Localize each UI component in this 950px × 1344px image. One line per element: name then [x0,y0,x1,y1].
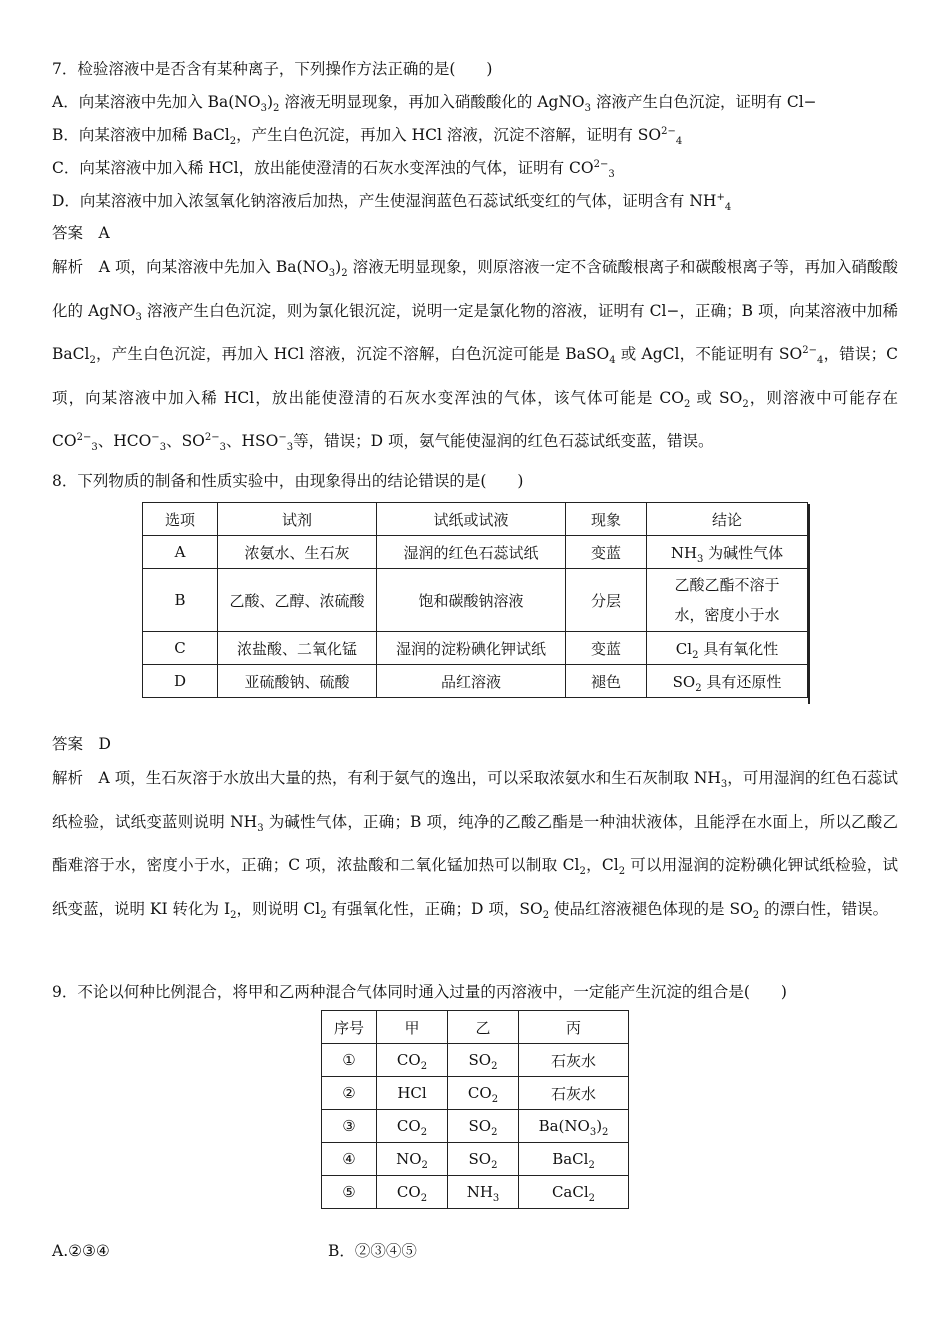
table-header-cell: 丙 [519,1011,629,1044]
table-cell: 石灰水 [519,1077,629,1110]
q7-option-c: C．向某溶液中加入稀 HCl，放出能使澄清的石灰水变浑浊的气体，证明有 $CO^{2-}_3$ [52,158,615,181]
table-cell: HCl [377,1077,448,1110]
table-row [143,632,808,665]
table-cell: CaCl$_2$ [519,1176,629,1209]
table-cell: ② [322,1077,377,1110]
q7-option-b: B．向某溶液中加稀 BaCl$_2$，产生白色沉淀，再加入 HCl 溶液，沉淀不溶解，证明有 $SO^{2-}_4$ [52,125,683,148]
table-cell: B [143,569,218,632]
table-shadow [808,504,810,704]
table-cell: 分层 [566,569,647,632]
table-cell: $NH_3$ [448,1176,519,1209]
table-cell: D [143,665,218,698]
table-cell: ④ [322,1143,377,1176]
table-cell: $NO_2$ [377,1143,448,1176]
table-cell: BaCl$_2$ [519,1143,629,1176]
table-cell: 湿润的红色石蕊试纸 [377,536,566,569]
table-cell: $SO_2$ 具有还原性 [647,665,808,698]
table-row [322,1176,629,1209]
table-row [322,1110,629,1143]
q8-stem: 8．下列物质的制备和性质实验中，由现象得出的结论错误的是( ) [52,472,524,490]
q8-answer: 答案 D [52,735,111,753]
table-cell: ⑤ [322,1176,377,1209]
q8-analysis: 解析 A 项，生石灰溶于水放出大量的热，有利于氨气的逸出，可以采取浓氨水和生石灰制取 $NH_3$，可用湿润的红色石蕊试纸检验，试纸变蓝则说明 $NH_3$ 为碱性气体，正确；B 项，纯净的乙酸乙酯是一种油状液体，且能浮在水面上，所以乙酸乙酯难溶于水，密度小于水，正确；C 项，浓盐酸和二氧化锰加热可以制取 $Cl_2$，$Cl_2$ 可以用湿润的淀粉碘化钾试纸检验，试纸变蓝，说明 KI 转化为 $I_2$，则说明 $Cl_2$ 有强氧化性，正确；D 项，$SO_2$ 使品红溶液褪色体现的是 $SO_2$ 的漂白性，错误。 [52,769,898,921]
table-header-row [143,503,808,536]
q7-analysis: 解析 A 项，向某溶液中先加入 $Ba(NO_3)_2$ 溶液无明显现象，则原溶液一定不含硫酸根离子和碳酸根离子等，再加入硝酸酸化的 AgNO$_3$ 溶液产生白色沉淀，则为氯化银沉淀，说明一定是氯化物的溶液，证明有 Cl−，正确；B 项，向某溶液中加稀 BaCl$_2$，产生白色沉淀，再加入 HCl 溶液，沉淀不溶解，白色沉淀可能是 BaSO$_4$ 或 AgCl，不能证明有 $SO^{2-}_4$，错误；C 项，向某溶液中加入稀 HCl，放出能使澄清的石灰水变浑浊的气体，该气体可能是 $CO_2$ 或 $SO_2$，则溶液中可能存在 $CO^{2-}_3$、$HCO^-_3$、$SO^{2-}_3$、$HSO^-_3$等，错误；D 项，氨气能使湿润的红色石蕊试纸变蓝，错误。 [52,258,898,454]
table-cell: C [143,632,218,665]
table-cell: ① [322,1044,377,1077]
table-header-cell: 试剂 [218,503,377,536]
table-row [143,665,808,698]
q7-answer: 答案 A [52,224,110,242]
table-header-cell: 选项 [143,503,218,536]
table-header-cell: 结论 [647,503,808,536]
table-header-cell: 序号 [322,1011,377,1044]
table-cell: A [143,536,218,569]
table-row [143,536,808,569]
q9-table [321,1010,629,1209]
q7-option-d: D．向某溶液中加入浓氢氧化钠溶液后加热，产生使湿润蓝色石蕊试纸变红的气体，证明含有 $NH^+_4$ [52,191,732,214]
q7-option-a: A．向某溶液中先加入 $Ba(NO_3)_2$ 溶液无明显现象，再加入硝酸酸化的 AgNO$_3$ 溶液产生白色沉淀，证明有 Cl− [52,93,817,115]
q7-stem: 7．检验溶液中是否含有某种离子，下列操作方法正确的是( ) [52,60,493,78]
q9-option-b: B．②③④⑤ [328,1242,417,1260]
table-row [322,1044,629,1077]
table-cell: $CO_2$ [448,1077,519,1110]
table-cell: 乙酸乙酯不溶于 水，密度小于水 [647,569,808,632]
table-cell: $SO_2$ [448,1044,519,1077]
table-row [322,1143,629,1176]
table-header-cell: 甲 [377,1011,448,1044]
table-cell: 湿润的淀粉碘化钾试纸 [377,632,566,665]
table-cell: $Ba(NO_3)_2$ [519,1110,629,1143]
table-cell: 亚硫酸钠、硫酸 [218,665,377,698]
table-header-cell: 乙 [448,1011,519,1044]
table-cell: $Cl_2$ 具有氧化性 [647,632,808,665]
table-cell: 乙酸、乙醇、浓硫酸 [218,569,377,632]
table-cell: 石灰水 [519,1044,629,1077]
table-cell: $CO_2$ [377,1110,448,1143]
q8-table [142,502,808,698]
table-cell: ③ [322,1110,377,1143]
q9-stem: 9．不论以何种比例混合，将甲和乙两种混合气体同时通入过量的丙溶液中，一定能产生沉淀的组合是( ) [52,983,787,1001]
table-cell: $NH_3$ 为碱性气体 [647,536,808,569]
table-cell: 褪色 [566,665,647,698]
table-cell: $SO_2$ [448,1143,519,1176]
table-cell: 变蓝 [566,632,647,665]
table-header-row [322,1011,629,1044]
table-row [143,569,808,632]
table-header-cell: 现象 [566,503,647,536]
table-cell: 饱和碳酸钠溶液 [377,569,566,632]
table-cell: 浓氨水、生石灰 [218,536,377,569]
table-cell: 变蓝 [566,536,647,569]
table-cell: $SO_2$ [448,1110,519,1143]
table-cell: $CO_2$ [377,1044,448,1077]
table-header-cell: 试纸或试液 [377,503,566,536]
q9-option-a: A.②③④ [52,1242,110,1260]
table-cell: 品红溶液 [377,665,566,698]
table-row [322,1077,629,1110]
table-cell: 浓盐酸、二氧化锰 [218,632,377,665]
table-cell: $CO_2$ [377,1176,448,1209]
